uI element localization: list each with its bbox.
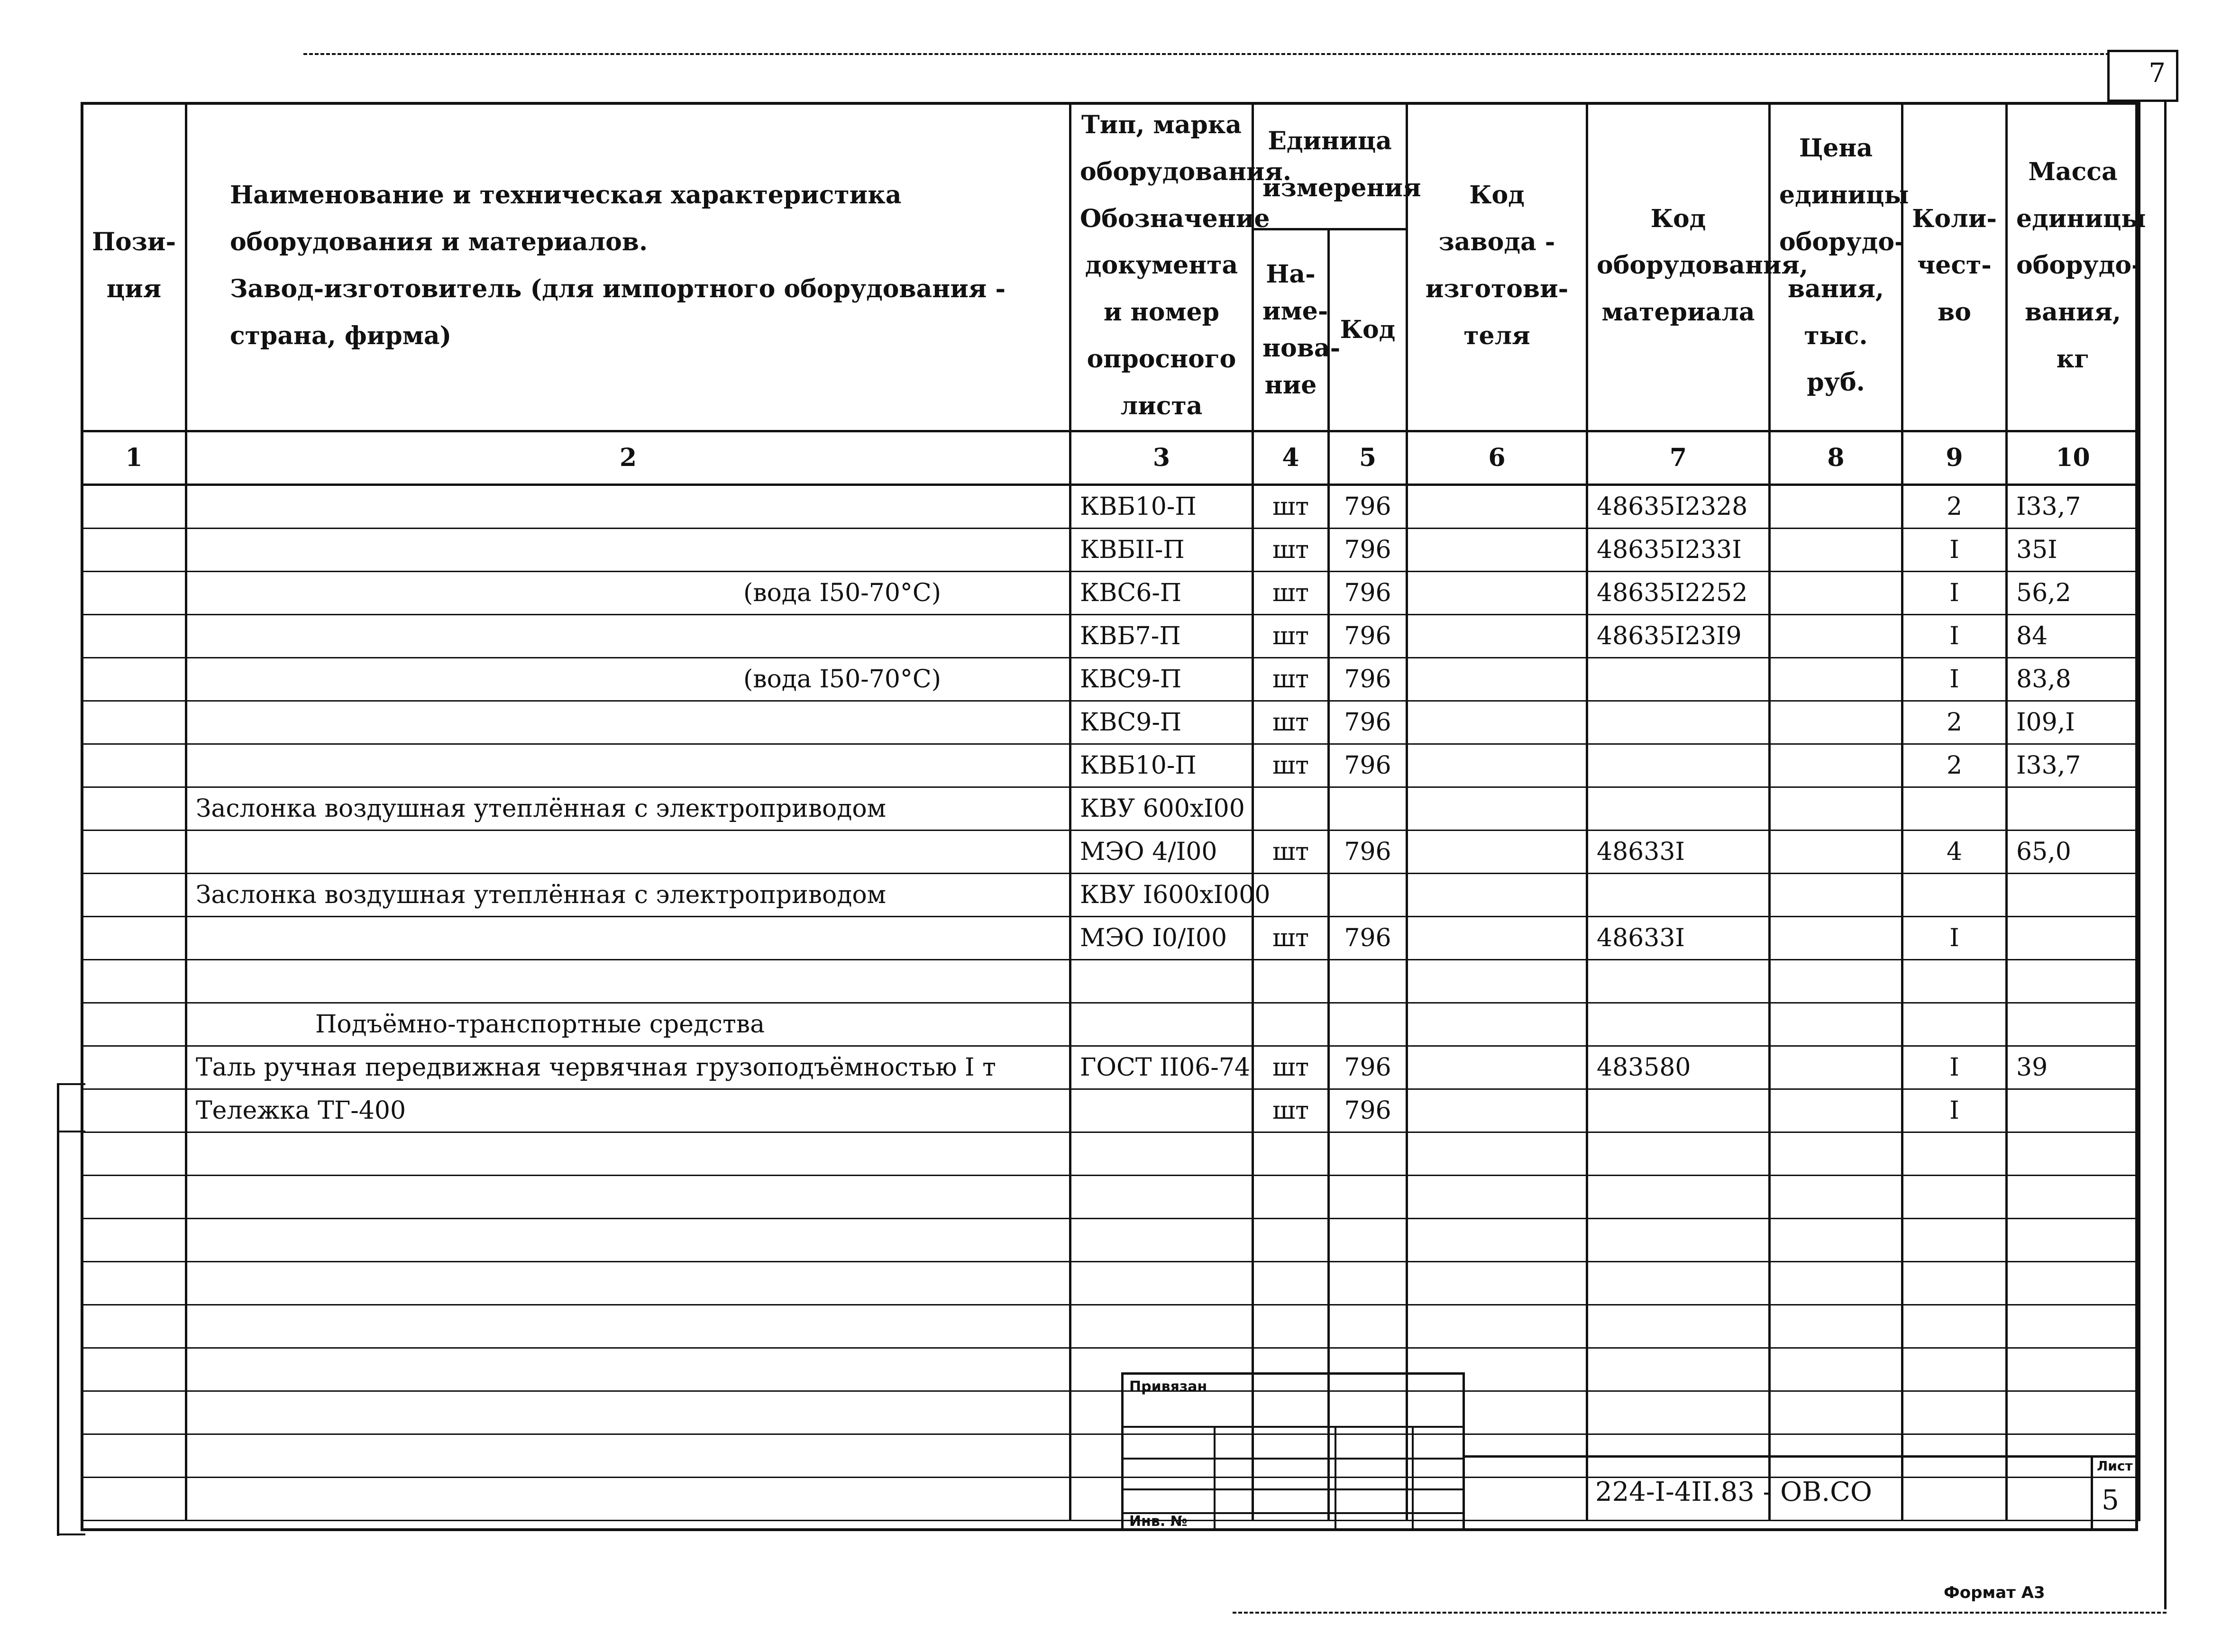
cell-qty: I [1902,614,2007,657]
cell-equip [1587,873,1770,916]
cell-pos [82,657,186,701]
cell-plant [1407,1305,1587,1348]
format-label: Формат А3 [1944,1583,2045,1602]
cell-type: КВБ10-П [1070,484,1253,528]
cell-type: КВУ I600хI000 [1070,873,1253,916]
cell-code [1329,1175,1407,1218]
cell-mass: I33,7 [2007,744,2139,787]
cell-type: КВС9-П [1070,701,1253,744]
cell-qty [1902,959,2007,1003]
header-mass: Масса единицы оборудо- вания, кг [2007,102,2139,431]
cell-type [1070,1132,1253,1175]
cell-equip [1587,1132,1770,1175]
column-number: 5 [1329,431,1407,484]
cell-name [186,1305,1070,1348]
cell-plant [1407,959,1587,1003]
cell-price [1770,1046,1902,1089]
cell-mass [2007,1003,2139,1046]
cell-mass [2007,959,2139,1003]
cell-price [1770,1218,1902,1261]
document-code: 224-I-4II.83 - ОВ.СО [1595,1477,1872,1507]
cell-type [1070,1003,1253,1046]
cell-equip: 48635I2252 [1587,571,1770,614]
cell-price [1770,1261,1902,1305]
cell-plant [1407,1132,1587,1175]
column-number: 9 [1902,431,2007,484]
cell-mass [2007,1261,2139,1305]
cell-code: 796 [1329,1046,1407,1089]
cell-name [186,1477,1070,1520]
cell-mass [2007,1175,2139,1218]
cell-name [186,830,1070,873]
cell-pos [82,1434,186,1477]
cell-code: 796 [1329,701,1407,744]
cell-code: 796 [1329,916,1407,959]
cell-pos [82,1391,186,1434]
header-type: Тип, марка оборудования. Обозначение документа и номер опросного листа [1070,102,1253,431]
cell-name [186,1391,1070,1434]
format-line [1233,1612,2167,1614]
cell-code: 796 [1329,744,1407,787]
cell-price [1770,787,1902,830]
cell-price [1770,1305,1902,1348]
cell-type: КВС9-П [1070,657,1253,701]
cell-qty: 2 [1902,744,2007,787]
cell-plant [1407,657,1587,701]
table-row [82,1046,2139,1089]
cell-pos [82,528,186,571]
cell-unit [1253,787,1329,830]
right-edge-line [2164,102,2167,1609]
table-row [82,1218,2139,1261]
cell-name [186,484,1070,528]
column-number: 8 [1770,431,1902,484]
cell-equip [1587,1003,1770,1046]
cell-code [1329,1305,1407,1348]
cell-name [186,1132,1070,1175]
cell-name: Заслонка воздушная утеплённая с электроприводом [186,787,1070,830]
cell-pos [82,916,186,959]
cell-code [1329,787,1407,830]
cell-equip [1587,1261,1770,1305]
cell-mass: 83,8 [2007,657,2139,701]
cell-mass: 84 [2007,614,2139,657]
cell-name [186,744,1070,787]
header-price: Цена единицы оборудо- вания, тыс. руб. [1770,102,1902,431]
cell-price [1770,916,1902,959]
cell-price [1770,657,1902,701]
cell-name: (вода I50-70°С) [186,657,1070,701]
cell-qty [1902,1305,2007,1348]
cell-mass: I09,I [2007,701,2139,744]
cell-pos [82,1477,186,1520]
cell-mass [2007,1132,2139,1175]
cell-unit: шт [1253,528,1329,571]
cell-price [1770,571,1902,614]
header-name-line1: Наименование и техническая характеристика оборудования и материалов. [230,181,902,256]
cell-pos [82,1089,186,1132]
cell-pos [82,1218,186,1261]
header-unit-name: На- име- нова- ние [1253,229,1329,431]
cell-pos [82,1261,186,1305]
cell-code: 796 [1329,614,1407,657]
cell-mass: 56,2 [2007,571,2139,614]
column-number: 1 [82,431,186,484]
cell-pos [82,484,186,528]
cell-code: 796 [1329,830,1407,873]
header-position: Пози- ция [82,102,186,431]
cell-type [1070,1218,1253,1261]
cell-plant [1407,787,1587,830]
cell-name [186,916,1070,959]
cell-equip [1587,1175,1770,1218]
table-row [82,1175,2139,1218]
cell-unit: шт [1253,701,1329,744]
cell-unit: шт [1253,614,1329,657]
cell-equip [1587,1218,1770,1261]
table-row [82,528,2139,571]
cell-pos [82,571,186,614]
cell-mass: 39 [2007,1046,2139,1089]
cell-pos [82,744,186,787]
table-row [82,1305,2139,1348]
cell-pos [82,1348,186,1391]
cell-unit: шт [1253,484,1329,528]
cell-price [1770,1175,1902,1218]
cell-unit: шт [1253,744,1329,787]
sheet-number: 5 [2102,1484,2119,1516]
cell-price [1770,1089,1902,1132]
cell-unit [1253,1175,1329,1218]
cell-plant [1407,830,1587,873]
table-row [82,916,2139,959]
header-quantity: Коли- чест- во [1902,102,2007,431]
header-name-line2: Завод-изготовитель (для импортного оборудования - страна, фирма) [230,274,1006,350]
cell-qty: I [1902,571,2007,614]
title-block [1121,1372,2138,1533]
cell-name [186,1175,1070,1218]
table-row [82,959,2139,1003]
column-number: 4 [1253,431,1329,484]
cell-code [1329,1261,1407,1305]
cell-plant [1407,744,1587,787]
specification-table [81,102,2146,1521]
cell-unit [1253,959,1329,1003]
table-row [82,1261,2139,1305]
cell-code [1329,959,1407,1003]
cell-mass: 35I [2007,528,2139,571]
cell-qty: I [1902,528,2007,571]
table-row [82,873,2139,916]
cell-name [186,959,1070,1003]
cell-name [186,614,1070,657]
cell-type [1070,1175,1253,1218]
cell-pos [82,959,186,1003]
cell-mass [2007,1089,2139,1132]
cell-price [1770,701,1902,744]
column-number: 6 [1407,431,1587,484]
cell-qty [1902,873,2007,916]
cell-plant [1407,1175,1587,1218]
cell-code: 796 [1329,484,1407,528]
cell-pos [82,1003,186,1046]
cell-name [186,1261,1070,1305]
cell-type: КВБ10-П [1070,744,1253,787]
left-binding-marks [57,1083,83,1536]
cell-type: МЭО I0/I00 [1070,916,1253,959]
header-name [186,102,1070,431]
cell-mass [2007,873,2139,916]
header-equipment-code: Код оборудования, материала [1587,102,1770,431]
cell-price [1770,959,1902,1003]
column-number: 7 [1587,431,1770,484]
cell-qty: I [1902,1089,2007,1132]
cell-equip [1587,787,1770,830]
sheet-label: Лист [2097,1458,2133,1474]
cell-qty [1902,1132,2007,1175]
cell-name: Таль ручная передвижная червячная грузоподъёмностью I т [186,1046,1070,1089]
cell-plant [1407,571,1587,614]
cell-code [1329,1003,1407,1046]
cell-plant [1407,1261,1587,1305]
cell-price [1770,1003,1902,1046]
cell-equip [1587,701,1770,744]
header-unit-group: Единица измерения [1253,102,1407,229]
cell-code: 796 [1329,571,1407,614]
cell-name: Подъёмно-транспортные средства [186,1003,1070,1046]
table-row [82,787,2139,830]
cell-unit [1253,1132,1329,1175]
cell-type: ГОСТ II06-74 [1070,1046,1253,1089]
cell-name [186,1348,1070,1391]
cell-equip [1587,1305,1770,1348]
cell-qty [1902,1003,2007,1046]
cell-name: (вода I50-70°С) [186,571,1070,614]
cell-equip [1587,744,1770,787]
cell-pos [82,1175,186,1218]
cell-equip [1587,1089,1770,1132]
cell-pos [82,1305,186,1348]
cell-type: КВБII-П [1070,528,1253,571]
cell-qty [1902,787,2007,830]
cell-code: 796 [1329,528,1407,571]
cell-plant [1407,484,1587,528]
cell-equip: 48633I [1587,830,1770,873]
cell-qty: 2 [1902,701,2007,744]
top-dashed-line [303,53,2110,55]
cell-name [186,528,1070,571]
cell-pos [82,787,186,830]
cell-type [1070,1089,1253,1132]
cell-price [1770,1132,1902,1175]
cell-qty [1902,1218,2007,1261]
cell-type [1070,959,1253,1003]
cell-plant [1407,1003,1587,1046]
cell-code: 796 [1329,657,1407,701]
cell-unit: шт [1253,1046,1329,1089]
cell-unit [1253,1261,1329,1305]
table-row [82,701,2139,744]
cell-code [1329,873,1407,916]
cell-plant [1407,1089,1587,1132]
cell-price [1770,484,1902,528]
cell-mass [2007,787,2139,830]
cell-equip: 48635I2328 [1587,484,1770,528]
cell-unit [1253,1218,1329,1261]
cell-price [1770,614,1902,657]
cell-price [1770,744,1902,787]
cell-equip: 483580 [1587,1046,1770,1089]
table-row [82,744,2139,787]
bound-label: Привязан [1129,1378,1207,1395]
page-number: 7 [2149,58,2166,89]
cell-unit: шт [1253,1089,1329,1132]
column-number: 10 [2007,431,2139,484]
cell-price [1770,528,1902,571]
cell-pos [82,1132,186,1175]
table-row [82,1003,2139,1046]
cell-type: КВБ7-П [1070,614,1253,657]
cell-equip [1587,959,1770,1003]
inventory-label: Инв. № [1129,1513,1188,1530]
cell-name [186,701,1070,744]
table-row [82,484,2139,528]
cell-plant [1407,528,1587,571]
cell-plant [1407,701,1587,744]
cell-type [1070,1305,1253,1348]
table-row [82,830,2139,873]
cell-price [1770,873,1902,916]
cell-equip: 48635I233I [1587,528,1770,571]
cell-code: 796 [1329,1089,1407,1132]
cell-plant [1407,873,1587,916]
cell-name: Тележка ТГ-400 [186,1089,1070,1132]
column-number: 3 [1070,431,1253,484]
cell-qty: I [1902,657,2007,701]
cell-code [1329,1132,1407,1175]
cell-unit: шт [1253,571,1329,614]
cell-name: Заслонка воздушная утеплённая с электроприводом [186,873,1070,916]
cell-type: КВУ 600хI00 [1070,787,1253,830]
cell-pos [82,1046,186,1089]
cell-mass: I33,7 [2007,484,2139,528]
cell-unit: шт [1253,916,1329,959]
column-number: 2 [186,431,1070,484]
cell-unit: шт [1253,657,1329,701]
cell-qty [1902,1261,2007,1305]
cell-qty: I [1902,1046,2007,1089]
cell-equip: 48635I23I9 [1587,614,1770,657]
cell-plant [1407,1218,1587,1261]
cell-pos [82,873,186,916]
cell-equip [1587,657,1770,701]
cell-pos [82,830,186,873]
cell-unit: шт [1253,830,1329,873]
cell-pos [82,701,186,744]
header-plant-code: Код завода - изготови- теля [1407,102,1587,431]
cell-equip: 48633I [1587,916,1770,959]
cell-code [1329,1218,1407,1261]
cell-qty: 2 [1902,484,2007,528]
header-unit-code: Код [1329,229,1407,431]
cell-name [186,1218,1070,1261]
table-row [82,571,2139,614]
table-row [82,657,2139,701]
cell-type [1070,1261,1253,1305]
cell-type: МЭО 4/I00 [1070,830,1253,873]
cell-plant [1407,614,1587,657]
cell-mass: 65,0 [2007,830,2139,873]
cell-unit [1253,1305,1329,1348]
approval-grid [1121,1372,1465,1531]
cell-name [186,1434,1070,1477]
cell-unit [1253,1003,1329,1046]
cell-qty [1902,1175,2007,1218]
cell-mass [2007,1218,2139,1261]
sheet-box [2091,1455,2138,1531]
cell-plant [1407,1046,1587,1089]
cell-type: КВС6-П [1070,571,1253,614]
cell-pos [82,614,186,657]
page-number-box [2107,50,2178,102]
table-row [82,1089,2139,1132]
table-row [82,1132,2139,1175]
cell-plant [1407,916,1587,959]
table-row [82,614,2139,657]
cell-qty: I [1902,916,2007,959]
cell-mass [2007,1305,2139,1348]
cell-mass [2007,916,2139,959]
cell-price [1770,830,1902,873]
cell-qty: 4 [1902,830,2007,873]
